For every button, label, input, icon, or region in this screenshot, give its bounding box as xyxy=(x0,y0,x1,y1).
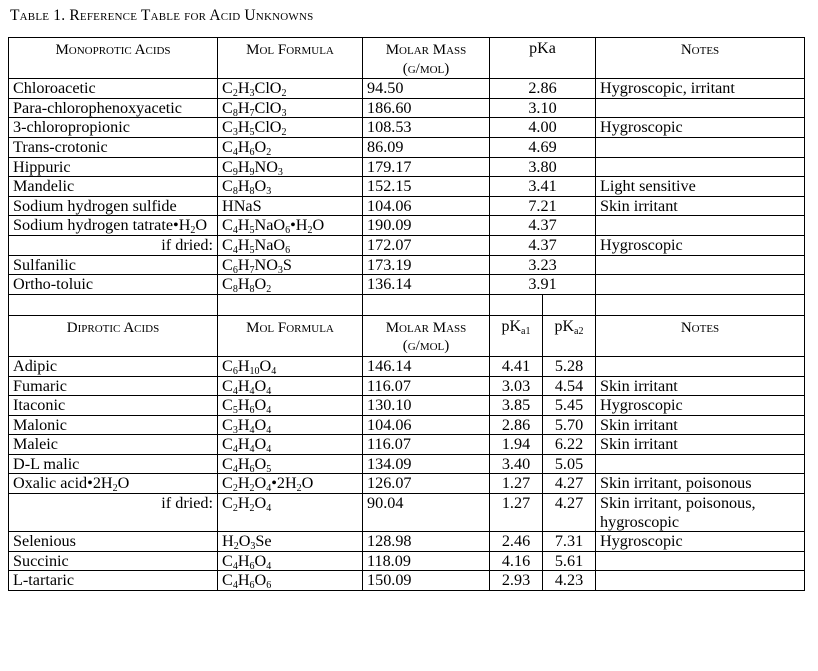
monoprotic-header-name: Monoprotic Acids xyxy=(9,38,218,79)
molar-mass: 116.07 xyxy=(363,376,490,396)
pka2-value: 7.31 xyxy=(543,532,596,552)
molar-mass: 128.98 xyxy=(363,532,490,552)
acid-name: Adipic xyxy=(9,356,218,376)
molecular-formula: $C_6H_7NO_3S$ xyxy=(218,255,363,275)
molecular-formula: $C_8H_8O_3$ xyxy=(218,177,363,197)
molar-mass: 134.09 xyxy=(363,454,490,474)
diprotic-header-row xyxy=(9,315,805,356)
table-caption xyxy=(10,7,313,25)
notes: Skin irritant xyxy=(596,376,805,396)
molar-mass: 86.09 xyxy=(363,137,490,157)
acid-name: Ortho-toluic xyxy=(9,275,218,295)
notes: Skin irritant xyxy=(596,415,805,435)
notes: Skin irritant, poisonous, hygroscopic xyxy=(596,494,805,532)
spacer-cell xyxy=(543,294,596,315)
molar-mass: 150.09 xyxy=(363,571,490,591)
acid-name: 3-chloropropionic xyxy=(9,118,218,138)
acid-name: L-tartaric xyxy=(9,571,218,591)
table-row xyxy=(9,532,805,552)
notes xyxy=(596,454,805,474)
table-row xyxy=(9,196,805,216)
acid-name: Malonic xyxy=(9,415,218,435)
table-row xyxy=(9,157,805,177)
molar-mass: 104.06 xyxy=(363,196,490,216)
table-row xyxy=(9,415,805,435)
molecular-formula: $C_4H_6O_5$ xyxy=(218,454,363,474)
acid-name: Sodium hydrogen sulfide xyxy=(9,196,218,216)
table-row xyxy=(9,376,805,396)
diprotic-header-name: Diprotic Acids xyxy=(9,315,218,356)
pka-value: 7.21 xyxy=(490,196,596,216)
notes: Hygroscopic xyxy=(596,532,805,552)
molar-mass: 146.14 xyxy=(363,356,490,376)
notes: Hygroscopic xyxy=(596,235,805,255)
pka-value: 3.23 xyxy=(490,255,596,275)
table-row xyxy=(9,177,805,197)
acid-name: Mandelic xyxy=(9,177,218,197)
pka1-value: 1.27 xyxy=(490,474,543,494)
notes: Light sensitive xyxy=(596,177,805,197)
molar-mass: 94.50 xyxy=(363,79,490,99)
notes xyxy=(596,157,805,177)
table-row xyxy=(9,356,805,376)
molecular-formula: $C_6H_{10}O_4$ xyxy=(218,356,363,376)
diprotic-header-molar-mass: Molar Mass (g/mol) xyxy=(363,315,490,356)
molecular-formula: $C_4H_4O_4$ xyxy=(218,435,363,455)
acid-name: Itaconic xyxy=(9,396,218,416)
diprotic-header-formula: Mol Formula xyxy=(218,315,363,356)
notes: Hygroscopic xyxy=(596,118,805,138)
pka2-value: 4.27 xyxy=(543,494,596,532)
pka2-value: 5.45 xyxy=(543,396,596,416)
pka-value: 2.86 xyxy=(490,79,596,99)
acid-name: if dried: xyxy=(9,494,218,532)
molecular-formula: $C_8H_7ClO_3$ xyxy=(218,98,363,118)
molar-mass: 136.14 xyxy=(363,275,490,295)
table-row xyxy=(9,275,805,295)
molecular-formula: HNaS xyxy=(218,196,363,216)
acid-reference-table xyxy=(8,37,805,591)
molar-mass: 116.07 xyxy=(363,435,490,455)
molar-mass: 118.09 xyxy=(363,551,490,571)
pka-value: 3.10 xyxy=(490,98,596,118)
notes xyxy=(596,255,805,275)
molar-mass: 130.10 xyxy=(363,396,490,416)
molecular-formula: $C_2H_2O_4$ xyxy=(218,494,363,532)
monoprotic-header-notes: Notes xyxy=(596,38,805,79)
pka-value: 4.37 xyxy=(490,216,596,236)
molar-mass: 173.19 xyxy=(363,255,490,275)
molecular-formula: $H_2O_3Se$ xyxy=(218,532,363,552)
molar-mass: 90.04 xyxy=(363,494,490,532)
acid-name: Chloroacetic xyxy=(9,79,218,99)
pka2-value: 5.05 xyxy=(543,454,596,474)
table-row xyxy=(9,396,805,416)
notes xyxy=(596,356,805,376)
pka2-value: 6.22 xyxy=(543,435,596,455)
molar-mass: 186.60 xyxy=(363,98,490,118)
molecular-formula: $C_3H_4O_4$ xyxy=(218,415,363,435)
spacer-cell xyxy=(490,294,543,315)
table-row xyxy=(9,474,805,494)
molecular-formula: $C_2H_3ClO_2$ xyxy=(218,79,363,99)
pka1-value: 2.46 xyxy=(490,532,543,552)
pka-value: 4.37 xyxy=(490,235,596,255)
monoprotic-header-pka: pKa xyxy=(490,38,596,79)
pka1-value: 1.27 xyxy=(490,494,543,532)
acid-name: Para-chlorophenoxyacetic xyxy=(9,98,218,118)
pka1-value: 2.86 xyxy=(490,415,543,435)
table-row xyxy=(9,137,805,157)
pka-value: 4.00 xyxy=(490,118,596,138)
table-caption-prefix: Table 1. xyxy=(10,7,66,24)
notes xyxy=(596,98,805,118)
molar-mass: 179.17 xyxy=(363,157,490,177)
table-row xyxy=(9,255,805,275)
notes xyxy=(596,137,805,157)
table-row xyxy=(9,216,805,236)
pka1-value: 3.03 xyxy=(490,376,543,396)
spacer-cell xyxy=(596,294,805,315)
molecular-formula: $C_3H_5ClO_2$ xyxy=(218,118,363,138)
acid-name: if dried: xyxy=(9,235,218,255)
diprotic-header-pka2: $pK_{a2}$ xyxy=(543,315,596,356)
section-spacer xyxy=(9,294,805,315)
molecular-formula: $C_4H_4O_4$ xyxy=(218,376,363,396)
monoprotic-header-formula: Mol Formula xyxy=(218,38,363,79)
pka2-value: 5.70 xyxy=(543,415,596,435)
notes xyxy=(596,216,805,236)
diprotic-header-pka1: $pK_{a1}$ xyxy=(490,315,543,356)
molar-mass: 152.15 xyxy=(363,177,490,197)
pka-value: 3.41 xyxy=(490,177,596,197)
acid-name: Maleic xyxy=(9,435,218,455)
diprotic-header-notes: Notes xyxy=(596,315,805,356)
table-row xyxy=(9,551,805,571)
notes xyxy=(596,275,805,295)
molecular-formula: $C_9H_9NO_3$ xyxy=(218,157,363,177)
pka1-value: 4.41 xyxy=(490,356,543,376)
pka2-value: 5.61 xyxy=(543,551,596,571)
table-row xyxy=(9,435,805,455)
notes: Hygroscopic, irritant xyxy=(596,79,805,99)
pka1-value: 1.94 xyxy=(490,435,543,455)
pka2-value: 4.54 xyxy=(543,376,596,396)
pka1-value: 2.93 xyxy=(490,571,543,591)
molecular-formula: $C_4H_6O_4$ xyxy=(218,551,363,571)
notes: Skin irritant xyxy=(596,435,805,455)
table-row xyxy=(9,494,805,532)
acid-name: Trans-crotonic xyxy=(9,137,218,157)
acid-name: Succinic xyxy=(9,551,218,571)
pka-value: 4.69 xyxy=(490,137,596,157)
molar-mass: 104.06 xyxy=(363,415,490,435)
acid-name: Selenious xyxy=(9,532,218,552)
acid-name: Oxalic $acid•2H_2O$ xyxy=(9,474,218,494)
acid-name: Sulfanilic xyxy=(9,255,218,275)
molecular-formula: $C_5H_6O_4$ xyxy=(218,396,363,416)
monoprotic-header-molar-mass: Molar Mass (g/mol) xyxy=(363,38,490,79)
pka2-value: 4.27 xyxy=(543,474,596,494)
pka-value: 3.91 xyxy=(490,275,596,295)
table-row xyxy=(9,235,805,255)
acid-name: Fumaric xyxy=(9,376,218,396)
notes: Hygroscopic xyxy=(596,396,805,416)
molecular-formula: $C_4H_6O_6$ xyxy=(218,571,363,591)
spacer-cell xyxy=(218,294,363,315)
molar-mass: 108.53 xyxy=(363,118,490,138)
table-caption-title: Reference Table for Acid Unknowns xyxy=(69,7,314,24)
pka1-value: 4.16 xyxy=(490,551,543,571)
acid-name: D-L malic xyxy=(9,454,218,474)
spacer-cell xyxy=(9,294,218,315)
notes: Skin irritant, poisonous xyxy=(596,474,805,494)
notes: Skin irritant xyxy=(596,196,805,216)
acid-name: Hippuric xyxy=(9,157,218,177)
pka2-value: 5.28 xyxy=(543,356,596,376)
spacer-cell xyxy=(363,294,490,315)
pka-value: 3.80 xyxy=(490,157,596,177)
notes xyxy=(596,571,805,591)
molecular-formula: $C_8H_8O_2$ xyxy=(218,275,363,295)
table-row xyxy=(9,454,805,474)
molar-mass: 190.09 xyxy=(363,216,490,236)
monoprotic-header-row xyxy=(9,38,805,79)
notes xyxy=(596,551,805,571)
table-row xyxy=(9,79,805,99)
pka1-value: 3.85 xyxy=(490,396,543,416)
molar-mass: 126.07 xyxy=(363,474,490,494)
molecular-formula: $C_4H_5NaO_6$ xyxy=(218,235,363,255)
pka1-value: 3.40 xyxy=(490,454,543,474)
molecular-formula: $C_4H_6O_2$ xyxy=(218,137,363,157)
table-row xyxy=(9,118,805,138)
molar-mass: 172.07 xyxy=(363,235,490,255)
acid-name: Sodium hydrogen $tatrate•H_2O$ xyxy=(9,216,218,236)
table-row xyxy=(9,571,805,591)
molecular-formula: $C_4H_5NaO_6•H_2O$ xyxy=(218,216,363,236)
table-row xyxy=(9,98,805,118)
pka2-value: 4.23 xyxy=(543,571,596,591)
molecular-formula: $C_2H_2O_4•2H_2O$ xyxy=(218,474,363,494)
